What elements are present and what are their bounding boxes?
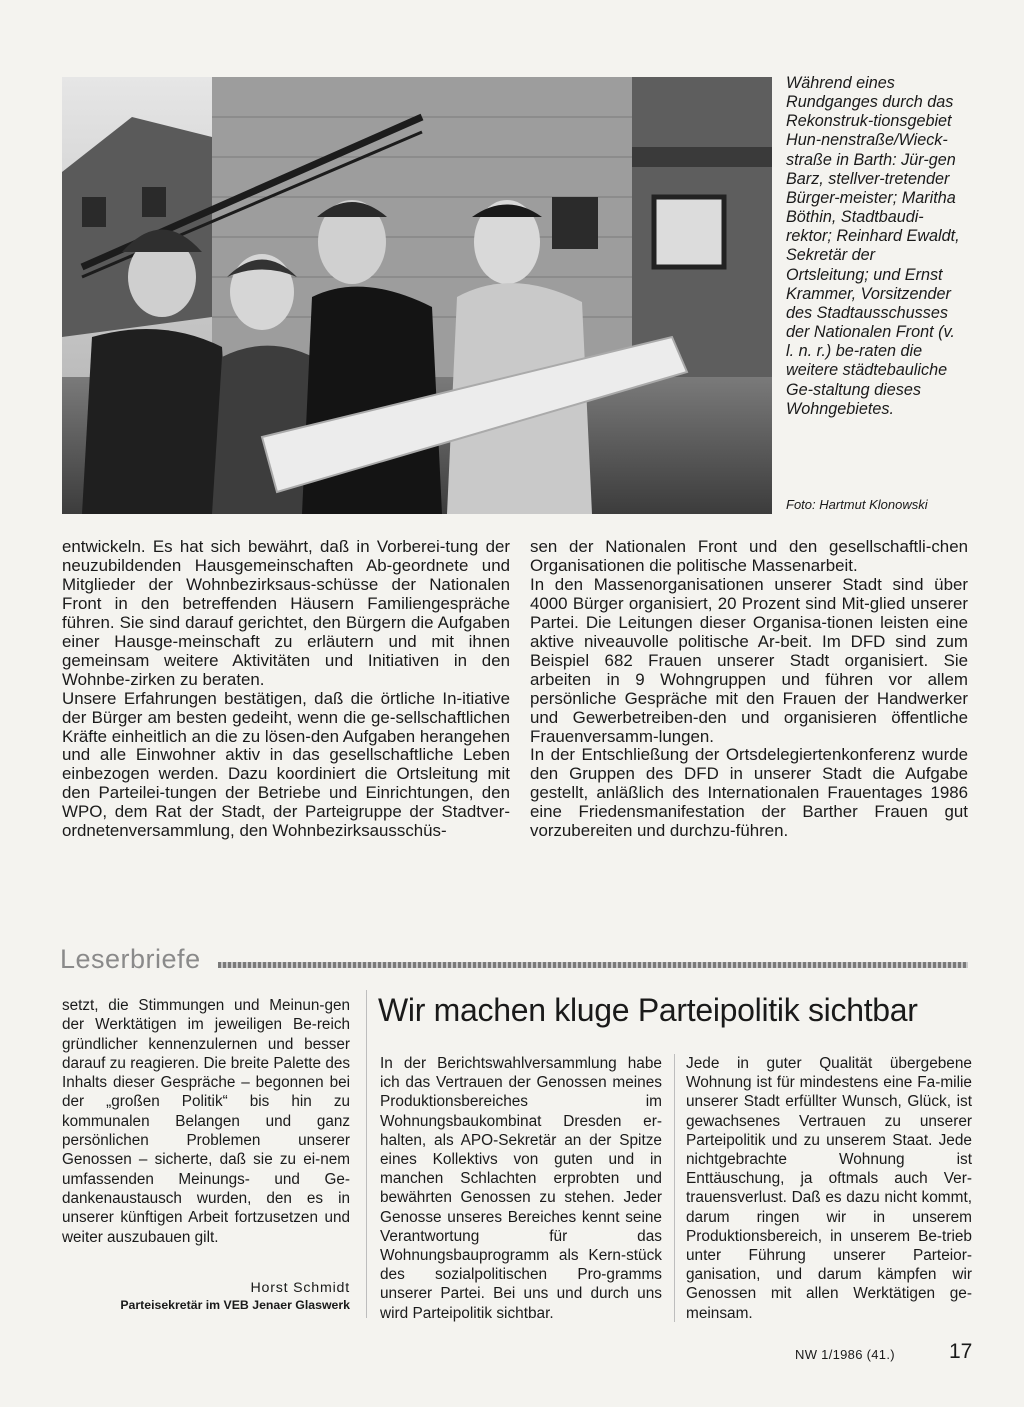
article-column-2 <box>530 538 968 841</box>
paragraph: In der Entschließung der Ortsdelegiertenkonferenz wurde den Gruppen des DFD in unserer Stadt die Aufgabe gestellt, anläßlich des Internationalen Frauentages 1986 eine Friedensmanifestation der Barther Frauen gut vorzubereiten und durchzu-führen. <box>530 745 968 841</box>
letter-author: Horst Schmidt <box>250 1280 350 1296</box>
photo <box>62 77 772 514</box>
issue-label: NW 1/1986 (41.) <box>795 1347 895 1362</box>
photo-caption: Während eines Rundganges durch das Rekonstruk-tionsgebiet Hun-nenstraße/Wieck-straße in Barth: Jür-gen Barz, stellver-tretender Bürger-meister; Maritha Böthin, Stadtbaudi-rektor; Reinhard Ewaldt, Sekretär der Ortsleitung; und Ernst Krammer, Vorsitzender des Stadtausschusses der Nationalen Front (v. l. n. r.) be-raten die weitere städtebauliche Ge-staltung dieses Wohngebietes. <box>786 74 960 418</box>
column-divider <box>674 1054 675 1322</box>
section-divider <box>218 962 968 968</box>
paragraph: entwickeln. Es hat sich bewährt, daß in Vorberei-tung der neuzubildenden Hausgemeinschaften Ab-geordnete und Mitglieder der Wohnbezirksaus-schüsse der Nationalen Front in den betreffenden Häusern Familiengespräche führen. Sie sind darauf gerichtet, den Bürgern die Aufgaben einer Hausge-meinschaft zu erläutern und mit ihnen gemeinsam weitere Aktivitäten und Initiativen in den Wohnbe-zirken zu beraten. <box>62 537 510 689</box>
photo-credit: Foto: Hartmut Klonowski <box>786 497 928 512</box>
paragraph: In den Massenorganisationen unserer Stadt sind über 4000 Bürger organisiert, 20 Prozent sind Mit-glied unserer Partei. Die Leitungen dieser Organisa-tionen leisten eine aktive niveauvolle politische Ar-beit. Im DFD sind zum Beispiel 682 Frauen unserer Stadt organisiert. Sie arbeiten in 9 Wohngruppen und führen vor allem persönliche Gespräche mit den Frauen der Handwerker und Gewerbetreiben-den und organisieren öffentliche Frauenversamm-lungen. <box>530 574 968 746</box>
photo-icon <box>62 77 772 514</box>
letter-column-1: In der Berichtswahlversammlung habe ich das Vertrauen der Genossen meines Produktionsbereiches im Wohnungsbaukombinat Dresden er-halten, als APO-Sekretär an der Spitze eines Kollektivs von guten und in manchen Schlachten erprobten und bewährten Genossen zu stehen. Jeder Genosse unseres Bereiches kennt seine Verantwortung für das Wohnungsbauprogramm als Kern-stück des sozialpolitischen Pro-gramms unserer Partei. Bei uns und durch uns wird Parteipolitik sichtbar. <box>380 1055 662 1322</box>
letter-headline: Wir machen kluge Parteipolitik sichtbar <box>378 992 918 1028</box>
letter-continuation-text: setzt, die Stimmungen und Meinun-gen der Werktätigen im jeweiligen Be-reich gründlicher kennenzulernen und besser darauf zu reagieren. Die breite Palette des Inhalts dieser Gespräche – begonnen bei der „großen Politik“ bis hin zu kommunalen Belangen und ganz persönlichen Problemen unserer Genossen – sicherte, daß sie zu ei-nem umfassenden Meinungs- und Ge-dankenaustausch wurden, den es in unserer künftigen Arbeit fortzusetzen und weiter auszubauen gilt. <box>62 997 350 1246</box>
paragraph: Unsere Erfahrungen bestätigen, daß die örtliche In-itiative der Bürger am besten gedeiht, wenn die ge-sellschaftlichen Kräfte einheitlich an die zu lösen-den Aufgaben herangehen und alle Einwohner aktiv in das gesellschaftliche Leben einbezogen werden. Dazu koordiniert die Ortsleitung mit den Parteilei-tungen der Betriebe und Einrichtungen, den WPO, dem Rat der Stadt, der Parteigruppe der Stadtver-ordnetenversammlung, den Wohnbezirksausschüs- <box>62 688 510 841</box>
column-divider <box>366 990 367 1318</box>
article-column-1 <box>62 538 510 841</box>
paragraph: sen der Nationalen Front und den gesellschaftli-chen Organisationen die politische Massenarbeit. <box>530 537 968 575</box>
page-number: 17 <box>949 1340 973 1363</box>
section-label: Leserbriefe <box>60 944 201 974</box>
letter-author-role: Parteisekretär im VEB Jenaer Glaswerk <box>120 1298 350 1312</box>
letter-column-2: Jede in guter Qualität übergebene Wohnung ist für mindestens eine Fa-milie unserer Stadt erfüllter Wunsch, Glück, ist gewachsenes Vertrauen zu unserer Parteipolitik und zu unserem Staat. Jede nichtgebrachte Wohnung ist Enttäuschung, ja oftmals auch Ver-trauensverlust. Daß es dazu nicht kommt, darum ringen wir in unserem Produktionsbereich, in unserem Be-trieb unter Führung unserer Parteior-ganisation, und darum kämpfen wir Genossen mit allen Werktätigen ge-meinsam. <box>686 1055 972 1322</box>
